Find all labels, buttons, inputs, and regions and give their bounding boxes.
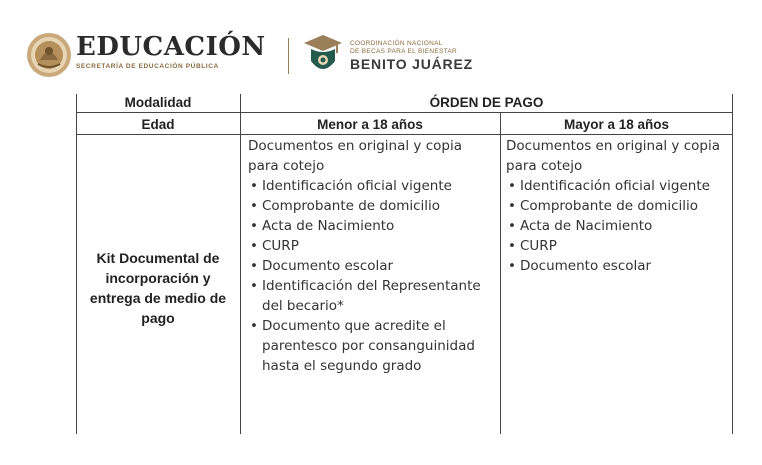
list-item: • CURP — [506, 236, 730, 256]
list-item: • Identificación del Representante del becario* — [248, 276, 496, 316]
header-menor: Menor a 18 años — [317, 117, 423, 132]
header-orden-de-pago: ÓRDEN DE PAGO — [429, 95, 544, 110]
coord-line-2: DE BECAS PARA EL BIENESTAR — [350, 47, 458, 55]
becas-brand — [350, 40, 473, 72]
list-item: • Acta de Nacimiento — [248, 216, 496, 236]
menor-intro: Documentos en original y copia para cotejo — [248, 138, 462, 174]
requirements-table — [76, 94, 733, 434]
mayor-list — [506, 176, 730, 276]
education-subtitle: SECRETARÍA DE EDUCACIÓN PÚBLICA — [76, 63, 219, 70]
list-item: • Acta de Nacimiento — [506, 216, 730, 236]
mayor-requirements — [506, 136, 730, 276]
list-item: • Documento escolar — [506, 256, 730, 276]
table-rule — [240, 94, 241, 434]
table-rule — [76, 94, 77, 434]
header — [20, 30, 500, 80]
education-brand — [76, 32, 266, 70]
table-rule — [500, 113, 501, 434]
header-divider — [288, 38, 289, 74]
list-item: • CURP — [248, 236, 496, 256]
list-item: • Comprobante de domicilio — [506, 196, 730, 216]
list-item: • Comprobante de domicilio — [248, 196, 496, 216]
list-item: • Identificación oficial vigente — [506, 176, 730, 196]
row-label-kit-documental: Kit Documental de incorporación y entrega de medio de pago — [89, 250, 227, 326]
list-item: • Documento que acredite el parentesco por consanguinidad hasta el segundo grado — [248, 316, 496, 376]
menor-requirements — [248, 136, 496, 376]
education-title: EDUCACIÓN — [76, 32, 266, 62]
benito-juarez-title: BENITO JUÁREZ — [350, 56, 473, 72]
header-mayor: Mayor a 18 años — [563, 117, 670, 132]
table-rule — [732, 94, 733, 434]
coord-line-1: COORDINACIÓN NACIONAL — [350, 40, 443, 47]
header-edad: Edad — [141, 117, 175, 132]
list-item: • Documento escolar — [248, 256, 496, 276]
list-item: • Identificación oficial vigente — [248, 176, 496, 196]
graduation-shield-icon — [302, 33, 344, 77]
menor-list — [248, 176, 496, 376]
table-rule — [76, 112, 733, 113]
header-modalidad: Modalidad — [124, 95, 192, 110]
mayor-intro: Documentos en original y copia para cotejo — [506, 138, 720, 174]
mexico-seal-icon — [26, 32, 72, 78]
table-rule — [76, 134, 733, 135]
